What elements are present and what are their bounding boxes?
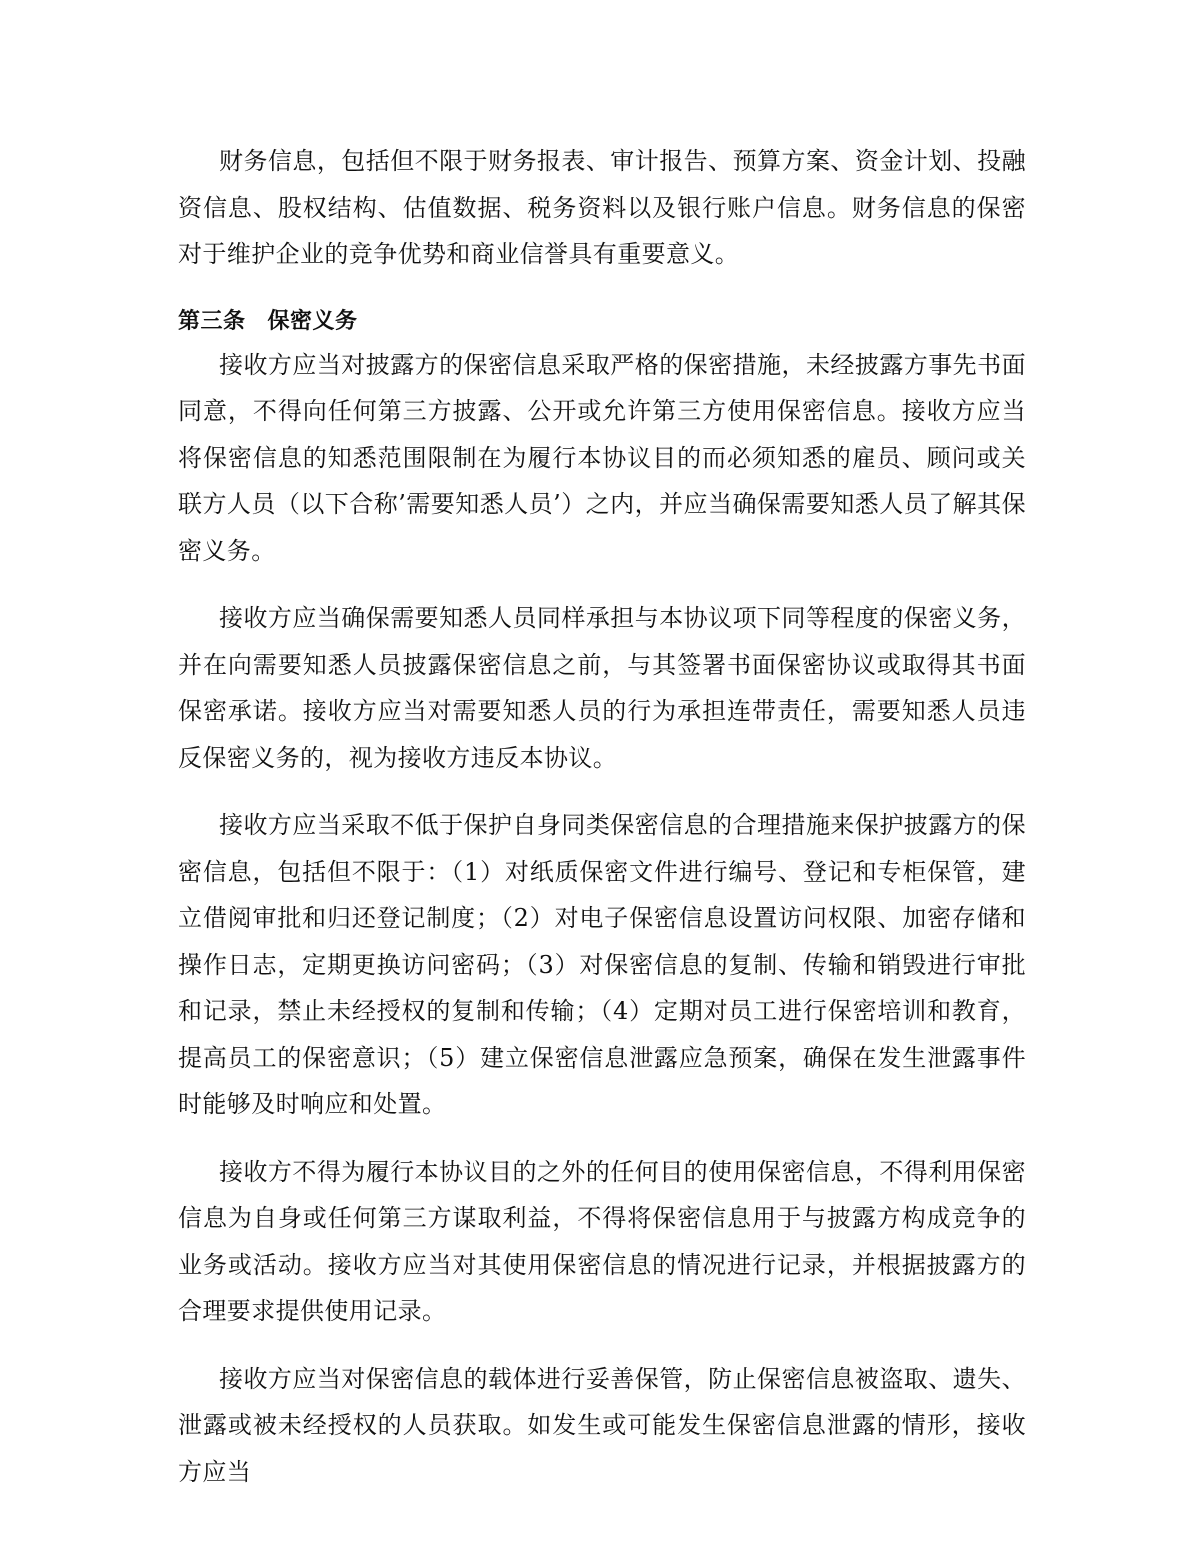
paragraph-1: 接收方应当对披露方的保密信息采取严格的保密措施，未经披露方事先书面同意，不得向任何第三方披露、公开或允许第三方使用保密信息。接收方应当将保密信息的知悉范围限制在为履行本协议目的而必须知悉的雇员、顾问或关联方人员（以下合称’需要知悉人员’）之内，并应当确保需要知悉人员了解其保密义务。: [178, 350, 1026, 565]
paragraph-2: 接收方应当确保需要知悉人员同样承担与本协议项下同等程度的保密义务，并在向需要知悉人员披露保密信息之前，与其签署书面保密协议或取得其书面保密承诺。接收方应当对需要知悉人员的行为承担连带责任，需要知悉人员违反保密义务的，视为接收方违反本协议。: [178, 604, 1026, 772]
section-heading: [178, 302, 1026, 342]
paragraph-3: 接收方应当采取不低于保护自身同类保密信息的合理措施来保护披露方的保密信息，包括但不限于：（1）对纸质保密文件进行编号、登记和专柜保管，建立借阅审批和归还登记制度；（2）对电子保密信息设置访问权限、加密存储和操作日志，定期更换访问密码；（3）对保密信息的复制、传输和销毁进行审批和记录，禁止未经授权的复制和传输；（4）定期对员工进行保密培训和教育，提高员工的保密意识；（5）建立保密信息泄露应急预案，确保在发生泄露事件时能够及时响应和处置。: [178, 811, 1026, 1118]
section-number: 第三条: [178, 308, 246, 334]
section-title: 保密义务: [267, 308, 358, 334]
intro-paragraph: 财务信息，包括但不限于财务报表、审计报告、预算方案、资金计划、投融资信息、股权结构、估值数据、税务资料以及银行账户信息。财务信息的保密对于维护企业的竞争优势和商业信誉具有重要意义。: [178, 147, 1026, 268]
document-body: [178, 138, 1026, 1495]
paragraph-4: 接收方不得为履行本协议目的之外的任何目的使用保密信息，不得利用保密信息为自身或任何第三方谋取利益，不得将保密信息用于与披露方构成竞争的业务或活动。接收方应当对其使用保密信息的情况进行记录，并根据披露方的合理要求提供使用记录。: [178, 1157, 1026, 1325]
paragraph-5: 接收方应当对保密信息的载体进行妥善保管，防止保密信息被盗取、遗失、泄露或被未经授权的人员获取。如发生或可能发生保密信息泄露的情形，接收方应当: [178, 1364, 1026, 1486]
